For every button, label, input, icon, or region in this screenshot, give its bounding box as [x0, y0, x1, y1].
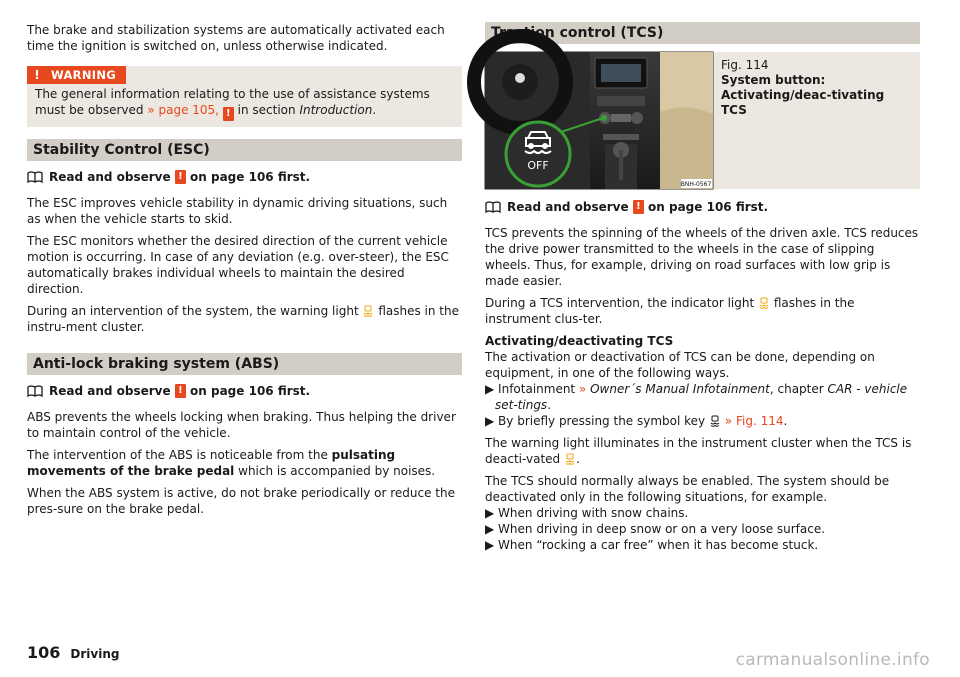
- exclamation-icon: !: [633, 200, 644, 214]
- exclamation-icon: !: [223, 107, 234, 121]
- figure-title: System button: Activating/deac-tivating TCS: [721, 73, 885, 117]
- figure-caption: [713, 52, 920, 189]
- list-item: ▶ Infotainment » Owner´s Manual Infotainment, chapter CAR - vehicle set-tings.: [485, 382, 908, 412]
- abs-paragraph-2: The intervention of the ABS is noticeable from the pulsating movements of the brake pedal which is accompanied by noises.: [27, 448, 436, 478]
- tcs-sub-heading: Activating/deactivating TCS: [485, 334, 674, 348]
- warning-text: The general information relating to the use of assistance systems must be observed » page 105, ! in section Introduction.: [35, 87, 430, 119]
- book-icon: [27, 171, 43, 183]
- esc-warning-light-icon: [362, 305, 374, 317]
- abs-paragraph-1: ABS prevents the wheels locking when braking. Thus helping the driver to maintain control of the vehicle.: [27, 410, 456, 440]
- esc-paragraph-1: The ESC improves vehicle stability in dynamic driving situations, such as when the vehicle starts to skid.: [27, 196, 448, 226]
- page-footer: [27, 645, 119, 662]
- book-icon: [27, 385, 43, 397]
- section-heading-tcs: Traction control (TCS): [485, 22, 920, 44]
- section-heading-abs: Anti-lock braking system (ABS): [27, 353, 462, 375]
- list-item: ▶ When driving in deep snow or on a very loose surface.: [485, 522, 826, 536]
- tcs-indicator-light-icon: [758, 297, 770, 309]
- read-observe-tcs: Read and observe ! on page 106 first.: [485, 199, 920, 215]
- read-observe-abs: Read and observe ! on page 106 first.: [27, 383, 462, 399]
- exclamation-icon: !: [175, 170, 186, 184]
- exclamation-icon: !: [27, 66, 47, 84]
- right-column: [485, 22, 920, 553]
- list-item: ▶ By briefly pressing the symbol key » Fig. 114.: [485, 414, 788, 428]
- esc-paragraph-2: The ESC monitors whether the desired direction of the current vehicle motion is occurring. In case of any deviation (e.g. over-steer), the ESC automatically brakes individual wheels to maintain the desired direction.: [27, 234, 449, 296]
- warning-header: [27, 66, 462, 84]
- section-heading-esc: Stability Control (ESC): [27, 139, 462, 161]
- list-item: ▶ When driving with snow chains.: [485, 506, 689, 520]
- watermark: carmanualsonline.info: [735, 650, 930, 670]
- page-section: Driving: [70, 647, 120, 661]
- fig-114-link[interactable]: » Fig. 114: [724, 414, 784, 428]
- tcs-paragraph-2: During a TCS intervention, the indicator light flashes in the instrument clus-ter.: [485, 296, 855, 326]
- off-label: OFF: [527, 159, 549, 172]
- tcs-paragraph-3: The activation or deactivation of TCS can be done, depending on equipment, in one of the following ways.: [485, 350, 875, 380]
- list-item: ▶ When “rocking a car free” when it has become stuck.: [485, 538, 819, 552]
- image-code: BNH-0567: [680, 181, 712, 188]
- abs-paragraph-3: When the ABS system is active, do not brake periodically or reduce the pres-sure on the brake pedal.: [27, 486, 455, 516]
- figure-114: [485, 52, 920, 189]
- figure-number: Fig. 114: [721, 58, 769, 72]
- read-observe-esc: Read and observe ! on page 106 first.: [27, 169, 462, 185]
- figure-photo: [485, 52, 713, 189]
- exclamation-icon: !: [175, 384, 186, 398]
- car-interior-illustration: [485, 52, 713, 189]
- warning-label: WARNING: [47, 66, 126, 84]
- page-105-link[interactable]: » page 105,: [147, 103, 219, 117]
- tcs-paragraph-1: TCS prevents the spinning of the wheels of the driven axle. TCS reduces the drive power transmitted to the wheels in the case of slipping wheels. Thus, for example, driving on road surfaces with low grip is made easier.: [485, 226, 919, 288]
- esc-paragraph-3: During an intervention of the system, the warning light flashes in the instru-ment cluster.: [27, 304, 459, 334]
- intro-paragraph: The brake and stabilization systems are automatically activated each time the ignition is switched on, unless otherwise indicated.: [27, 23, 445, 53]
- tcs-warning-light-icon: [564, 453, 576, 465]
- tcs-symbol-key-icon: [709, 415, 721, 427]
- tcs-paragraph-4: The warning light illuminates in the instrument cluster when the TCS is deacti-vated .: [485, 436, 912, 466]
- book-icon: [485, 201, 501, 213]
- warning-box: [27, 66, 462, 127]
- left-column: [27, 22, 462, 523]
- infotainment-link[interactable]: »: [578, 382, 587, 396]
- page-number: 106: [27, 643, 61, 662]
- tcs-paragraph-5: The TCS should normally always be enabled. The system should be deactivated only in the following situations, for example.: [485, 474, 890, 504]
